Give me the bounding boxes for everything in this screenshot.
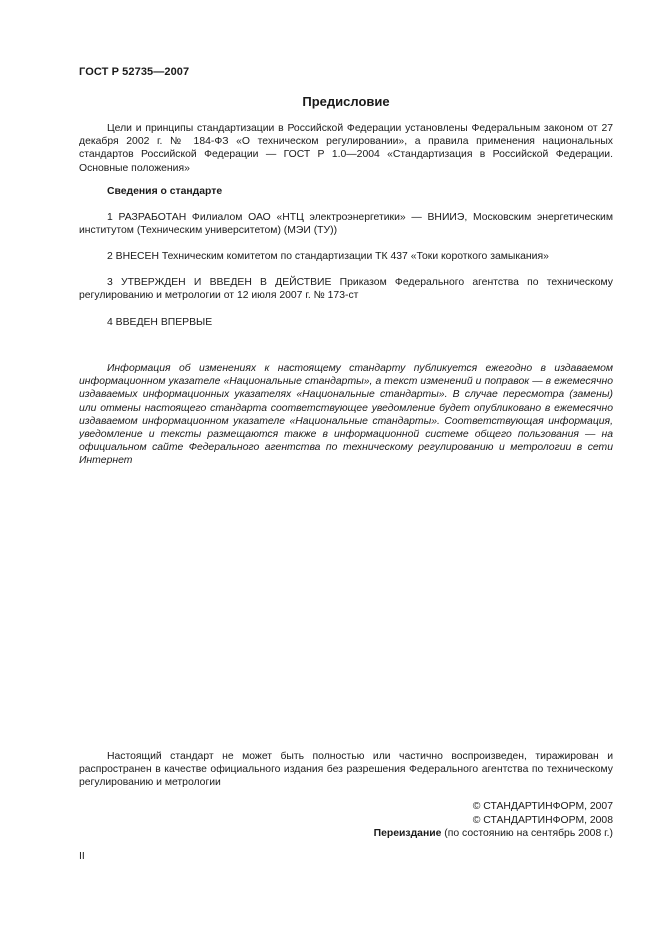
reissue-label: Переиздание <box>373 828 442 839</box>
reproduction-notice <box>79 750 613 790</box>
page-title: Предисловие <box>302 94 390 109</box>
standard-info-heading: Сведения о стандарте <box>107 186 223 197</box>
info-item-2-text: 2 ВНЕСЕН Техническим комитетом по стандартизации ТК 437 «Токи короткого замыкания» <box>107 251 549 262</box>
info-item-1-text: 1 РАЗРАБОТАН Филиалом ОАО «НТЦ электроэнергетики» — ВНИИЭ, Московским энергетическим институтом (Техническим университетом) (МЭИ (ТУ)) <box>79 212 613 237</box>
copyright-2008: © СТАНДАРТИНФОРМ, 2008 <box>472 814 613 826</box>
copyright-block <box>374 800 613 841</box>
reproduction-notice-text: Настоящий стандарт не может быть полностью или частично воспроизведен, тиражирован и распространен в качестве официального издания без разрешения Федерального агентства по техническому регулированию и метрологии <box>79 751 613 789</box>
info-item-4-text: 4 ВВЕДЕН ВПЕРВЫЕ <box>107 317 213 328</box>
page-number: II <box>79 851 85 862</box>
changes-notice <box>79 362 613 468</box>
intro-text: Цели и принципы стандартизации в Российской Федерации установлены Федеральным законом от 27 декабря 2002 г. № 184-ФЗ «О техническом регулировании», а правила применения национальных стандартов Российской Федерации — ГОСТ Р 1.0—2004 «Стандартизация в Российской Федерации. Основные положения» <box>79 123 613 174</box>
reissue-note: (по состоянию на сентябрь 2008 г.) <box>441 828 613 839</box>
reissue-line <box>374 827 613 841</box>
copyright-2007: © СТАНДАРТИНФОРМ, 2007 <box>472 801 613 812</box>
info-item-2 <box>79 250 613 263</box>
info-item-4 <box>79 316 613 329</box>
info-item-3 <box>79 276 613 302</box>
changes-notice-text: Информация об изменениях к настоящему стандарту публикуется ежегодно в издаваемом информационном указателе «Национальные стандарты», а текст изменений и поправок — в ежемесячно издаваемых информационных указателях «Национальные стандарты». В случае пересмотра (замены) или отмены настоящего стандарта соответствующее уведомление будет опубликовано в ежемесячно издаваемом информационном указателе «Национальные стандарты». Соответствующая информация, уведомление и тексты размещаются также в информационной системе общего пользования — на официальном сайте Федерального агентства по техническому регулированию и метрологии в сети Интернет <box>79 363 613 467</box>
document-code: ГОСТ Р 52735—2007 <box>79 66 190 78</box>
intro-paragraph <box>79 122 613 175</box>
info-item-1 <box>79 211 613 237</box>
info-item-3-text: 3 УТВЕРЖДЕН И ВВЕДЕН В ДЕЙСТВИЕ Приказом Федерального агентства по техническому регулированию и метрологии от 12 июля 2007 г. № 173-ст <box>79 277 613 302</box>
